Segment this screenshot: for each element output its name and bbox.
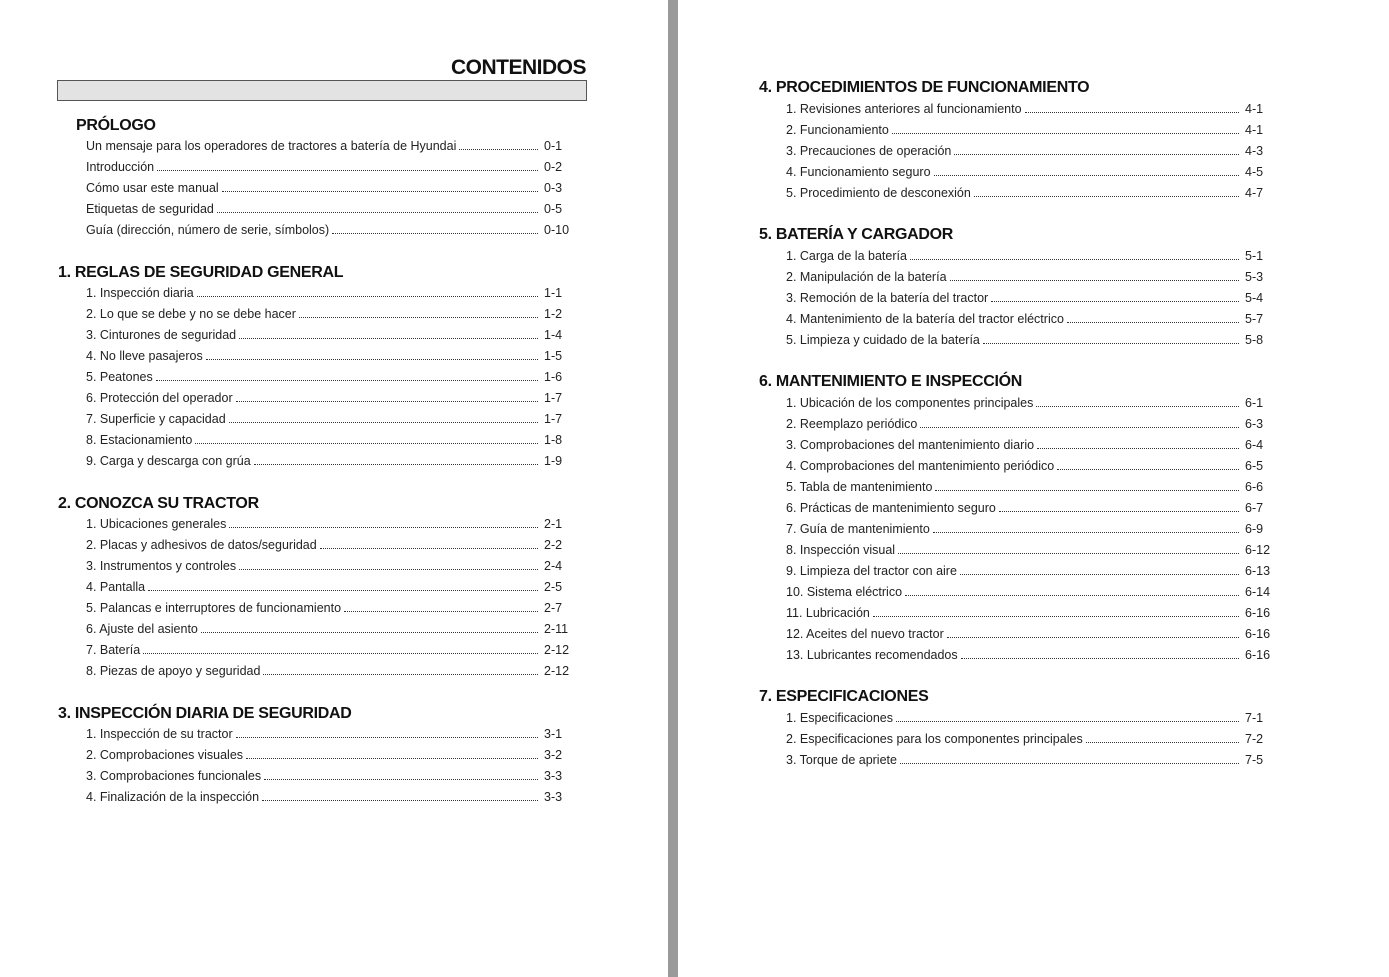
dot-leader <box>264 779 538 780</box>
toc-entry-page-number: 6-16 <box>1245 627 1271 641</box>
dot-leader <box>148 590 538 591</box>
dot-leader <box>197 296 538 297</box>
toc-entry-label: 10. Sistema eléctrico <box>786 585 903 599</box>
toc-entry-page-number: 6-4 <box>1245 438 1264 452</box>
dot-leader <box>1025 112 1239 113</box>
toc-entry[interactable] <box>786 247 1281 265</box>
toc-entry[interactable] <box>86 620 580 638</box>
dot-leader <box>263 674 538 675</box>
toc-entry-page-number: 1-2 <box>544 307 563 321</box>
section-heading: 4. PROCEDIMIENTOS DE FUNCIONAMIENTO <box>759 79 1090 96</box>
toc-entry-page-number: 1-7 <box>544 412 563 426</box>
toc-entry-label: 12. Aceites del nuevo tractor <box>786 627 944 641</box>
toc-entry-label: 8. Piezas de apoyo y seguridad <box>86 664 261 678</box>
toc-entry-label: 8. Inspección visual <box>786 543 896 557</box>
toc-entry-page-number: 5-3 <box>1245 270 1264 284</box>
toc-entry-page-number: 1-8 <box>544 433 563 447</box>
toc-entry[interactable] <box>786 121 1281 139</box>
toc-entry[interactable] <box>786 709 1281 727</box>
toc-entry-page-number: 0-10 <box>544 223 570 237</box>
dot-leader <box>236 401 538 402</box>
dot-leader <box>236 737 538 738</box>
dot-leader <box>229 422 538 423</box>
toc-entry-page-number: 4-1 <box>1245 102 1264 116</box>
toc-entry[interactable] <box>786 457 1281 475</box>
toc-entry-page-number: 7-1 <box>1245 711 1264 725</box>
toc-entry[interactable] <box>86 599 580 617</box>
toc-entry-label: 2. Manipulación de la batería <box>786 270 947 284</box>
dot-leader <box>999 511 1239 512</box>
toc-entry-label: 7. Superficie y capacidad <box>86 412 226 426</box>
toc-entry[interactable] <box>786 646 1281 664</box>
toc-entry-label: 1. Inspección de su tractor <box>86 727 233 741</box>
toc-entry-page-number: 6-13 <box>1245 564 1271 578</box>
toc-entry[interactable] <box>86 137 580 155</box>
toc-entry-page-number: 5-1 <box>1245 249 1264 263</box>
right-page <box>678 0 1389 977</box>
toc-entry[interactable] <box>86 767 580 785</box>
toc-entry[interactable] <box>786 142 1281 160</box>
dot-leader <box>239 569 538 570</box>
toc-entry-label: 2. Especificaciones para los componentes principales <box>786 732 1083 746</box>
toc-entry-label: 2. Placas y adhesivos de datos/seguridad <box>86 538 317 552</box>
toc-entry[interactable] <box>86 179 580 197</box>
dot-leader <box>239 338 538 339</box>
section-heading: 7. ESPECIFICACIONES <box>759 688 929 705</box>
dot-leader <box>254 464 538 465</box>
toc-entry-page-number: 0-2 <box>544 160 563 174</box>
toc-entry-page-number: 1-9 <box>544 454 563 468</box>
toc-entry-page-number: 6-14 <box>1245 585 1271 599</box>
toc-entry-label: 5. Palancas e interruptores de funcionamiento <box>86 601 342 615</box>
toc-entry[interactable] <box>86 389 580 407</box>
toc-entry[interactable] <box>86 452 580 470</box>
section-heading: 2. CONOZCA SU TRACTOR <box>58 495 259 512</box>
toc-entry-page-number: 6-7 <box>1245 501 1264 515</box>
left-page <box>0 0 668 977</box>
dot-leader <box>905 595 1239 596</box>
dot-leader <box>229 527 538 528</box>
toc-entry-label: 5. Limpieza y cuidado de la batería <box>786 333 980 347</box>
toc-entry[interactable] <box>786 289 1281 307</box>
dot-leader <box>898 553 1239 554</box>
toc-entry-page-number: 1-7 <box>544 391 563 405</box>
dot-leader <box>934 175 1239 176</box>
dot-leader <box>157 170 538 171</box>
title-bar <box>57 80 587 101</box>
toc-entry[interactable] <box>86 347 580 365</box>
toc-entry[interactable] <box>786 184 1281 202</box>
toc-entry-label: 1. Especificaciones <box>786 711 894 725</box>
toc-entry-page-number: 2-4 <box>544 559 563 573</box>
toc-entry-label: 1. Revisiones anteriores al funcionamiento <box>786 102 1022 116</box>
dot-leader <box>947 637 1239 638</box>
dot-leader <box>910 259 1239 260</box>
toc-entry-page-number: 7-5 <box>1245 753 1264 767</box>
dot-leader <box>1067 322 1239 323</box>
dot-leader <box>974 196 1239 197</box>
toc-entry-label: 1. Inspección diaria <box>86 286 194 300</box>
toc-entry-label: 3. Cinturones de seguridad <box>86 328 237 342</box>
section-heading: 1. REGLAS DE SEGURIDAD GENERAL <box>58 264 344 281</box>
toc-entry-label: 4. Mantenimiento de la batería del tractor eléctrico <box>786 312 1064 326</box>
toc-entry-page-number: 7-2 <box>1245 732 1264 746</box>
toc-entry-page-number: 3-2 <box>544 748 563 762</box>
toc-entry[interactable] <box>786 499 1281 517</box>
toc-entry-page-number: 4-1 <box>1245 123 1264 137</box>
toc-entry-label: Un mensaje para los operadores de tractores a batería de Hyundai <box>86 139 457 153</box>
toc-entry[interactable] <box>786 625 1281 643</box>
toc-entry-label: 3. Torque de apriete <box>786 753 897 767</box>
toc-entry-page-number: 6-12 <box>1245 543 1271 557</box>
toc-entry-label: 3. Comprobaciones funcionales <box>86 769 262 783</box>
toc-entry-page-number: 5-4 <box>1245 291 1264 305</box>
section-heading: PRÓLOGO <box>76 117 156 134</box>
toc-entry[interactable] <box>86 200 580 218</box>
dot-leader <box>332 233 538 234</box>
toc-entry-page-number: 6-1 <box>1245 396 1264 410</box>
toc-entry-label: 2. Reemplazo periódico <box>786 417 918 431</box>
toc-entry[interactable] <box>786 562 1281 580</box>
toc-entry-label: 9. Carga y descarga con grúa <box>86 454 251 468</box>
dot-leader <box>246 758 538 759</box>
toc-entry-page-number: 1-1 <box>544 286 563 300</box>
dot-leader <box>344 611 538 612</box>
toc-entry-label: 6. Prácticas de mantenimiento seguro <box>786 501 996 515</box>
dot-leader <box>933 532 1239 533</box>
toc-entry[interactable] <box>86 578 580 596</box>
toc-entry[interactable] <box>86 368 580 386</box>
toc-entry-label: 9. Limpieza del tractor con aire <box>786 564 957 578</box>
dot-leader <box>900 763 1239 764</box>
toc-entry-page-number: 3-3 <box>544 790 563 804</box>
toc-entry-page-number: 5-8 <box>1245 333 1264 347</box>
toc-entry[interactable] <box>86 431 580 449</box>
toc-entry-label: 5. Peatones <box>86 370 153 384</box>
toc-entry[interactable] <box>786 541 1281 559</box>
toc-entry-label: 4. No lleve pasajeros <box>86 349 203 363</box>
toc-entry-page-number: 0-1 <box>544 139 563 153</box>
toc-entry-label: 8. Estacionamiento <box>86 433 193 447</box>
toc-entry[interactable] <box>86 557 580 575</box>
toc-entry[interactable] <box>86 662 580 680</box>
toc-entry[interactable] <box>786 310 1281 328</box>
toc-entry-label: 6. Ajuste del asiento <box>86 622 198 636</box>
toc-entry[interactable] <box>86 788 580 806</box>
toc-entry[interactable] <box>786 268 1281 286</box>
toc-entry-page-number: 1-4 <box>544 328 563 342</box>
toc-entry[interactable] <box>786 730 1281 748</box>
toc-entry-page-number: 6-9 <box>1245 522 1264 536</box>
page-divider <box>668 0 678 977</box>
toc-entry[interactable] <box>86 158 580 176</box>
dot-leader <box>961 658 1239 659</box>
toc-entry-page-number: 6-16 <box>1245 606 1271 620</box>
toc-entry[interactable] <box>786 751 1281 769</box>
toc-entry-page-number: 2-2 <box>544 538 563 552</box>
toc-entry-page-number: 2-12 <box>544 643 570 657</box>
toc-entry-label: 2. Lo que se debe y no se debe hacer <box>86 307 296 321</box>
toc-entry-page-number: 2-1 <box>544 517 563 531</box>
toc-entry-label: 1. Ubicación de los componentes principales <box>786 396 1034 410</box>
toc-entry[interactable] <box>86 515 580 533</box>
toc-entry[interactable] <box>86 410 580 428</box>
toc-entry-label: 4. Comprobaciones del mantenimiento periódico <box>786 459 1055 473</box>
toc-entry[interactable] <box>86 536 580 554</box>
toc-entry-page-number: 6-5 <box>1245 459 1264 473</box>
dot-leader <box>920 427 1239 428</box>
toc-entry[interactable] <box>786 604 1281 622</box>
toc-entry[interactable] <box>786 394 1281 412</box>
toc-entry[interactable] <box>86 725 580 743</box>
dot-leader <box>143 653 538 654</box>
toc-entry-label: 6. Protección del operador <box>86 391 233 405</box>
toc-entry[interactable] <box>786 331 1281 349</box>
toc-entry-label: 3. Comprobaciones del mantenimiento diario <box>786 438 1035 452</box>
dot-leader <box>896 721 1239 722</box>
section-heading: 5. BATERÍA Y CARGADOR <box>759 226 954 243</box>
toc-entry-label: 5. Tabla de mantenimiento <box>786 480 933 494</box>
page-title: CONTENIDOS <box>450 56 586 79</box>
dot-leader <box>459 149 538 150</box>
toc-entry-page-number: 4-5 <box>1245 165 1264 179</box>
dot-leader <box>201 632 538 633</box>
toc-entry-page-number: 6-16 <box>1245 648 1271 662</box>
toc-entry-label: 4. Funcionamiento seguro <box>786 165 931 179</box>
toc-entry-label: 11. Lubricación <box>786 606 870 620</box>
toc-entry-label: 3. Instrumentos y controles <box>86 559 237 573</box>
toc-entry-page-number: 2-7 <box>544 601 563 615</box>
toc-entry-page-number: 6-6 <box>1245 480 1264 494</box>
toc-entry-page-number: 1-6 <box>544 370 563 384</box>
dot-leader <box>1036 406 1239 407</box>
dot-leader <box>320 548 538 549</box>
toc-entry-label: Etiquetas de seguridad <box>86 202 214 216</box>
toc-entry-page-number: 3-3 <box>544 769 563 783</box>
dot-leader <box>950 280 1239 281</box>
toc-entry-label: 7. Guía de mantenimiento <box>786 522 930 536</box>
dot-leader <box>991 301 1239 302</box>
toc-entry-page-number: 0-5 <box>544 202 563 216</box>
toc-entry-label: 2. Comprobaciones visuales <box>86 748 244 762</box>
toc-entry-label: Guía (dirección, número de serie, símbolos) <box>86 223 330 237</box>
dot-leader <box>156 380 538 381</box>
dot-leader <box>873 616 1239 617</box>
dot-leader <box>206 359 538 360</box>
toc-entry-label: 7. Batería <box>86 643 141 657</box>
toc-entry-label: 5. Procedimiento de desconexión <box>786 186 971 200</box>
toc-entry[interactable] <box>786 100 1281 118</box>
section-heading: 3. INSPECCIÓN DIARIA DE SEGURIDAD <box>58 705 352 722</box>
toc-entry-page-number: 3-1 <box>544 727 563 741</box>
toc-entry-page-number: 2-12 <box>544 664 570 678</box>
toc-entry[interactable] <box>86 326 580 344</box>
toc-entry[interactable] <box>786 478 1281 496</box>
section-heading: 6. MANTENIMIENTO E INSPECCIÓN <box>759 373 1023 390</box>
dot-leader <box>1057 469 1239 470</box>
dot-leader <box>983 343 1239 344</box>
toc-entry-label: 2. Funcionamiento <box>786 123 889 137</box>
dot-leader <box>217 212 538 213</box>
toc-entry-label: 3. Precauciones de operación <box>786 144 952 158</box>
dot-leader <box>960 574 1239 575</box>
toc-entry[interactable] <box>786 520 1281 538</box>
toc-entry-page-number: 1-5 <box>544 349 563 363</box>
dot-leader <box>262 800 538 801</box>
toc-entry-page-number: 6-3 <box>1245 417 1264 431</box>
dot-leader <box>299 317 538 318</box>
toc-entry[interactable] <box>86 305 580 323</box>
toc-entry[interactable] <box>786 436 1281 454</box>
dot-leader <box>1037 448 1239 449</box>
toc-entry-label: 1. Carga de la batería <box>786 249 907 263</box>
toc-entry-page-number: 0-3 <box>544 181 563 195</box>
dot-leader <box>1086 742 1239 743</box>
toc-entry[interactable] <box>86 221 580 239</box>
toc-entry[interactable] <box>86 746 580 764</box>
toc-entry[interactable] <box>786 583 1281 601</box>
toc-entry-label: 3. Remoción de la batería del tractor <box>786 291 989 305</box>
toc-entry-page-number: 2-5 <box>544 580 563 594</box>
toc-entry-label: 1. Ubicaciones generales <box>86 517 227 531</box>
toc-entry-page-number: 4-3 <box>1245 144 1264 158</box>
toc-entry-page-number: 4-7 <box>1245 186 1264 200</box>
toc-entry[interactable] <box>86 641 580 659</box>
dot-leader <box>892 133 1239 134</box>
toc-entry-label: 13. Lubricantes recomendados <box>786 648 958 662</box>
toc-entry-label: Cómo usar este manual <box>86 181 219 195</box>
dot-leader <box>954 154 1239 155</box>
toc-entry-label: Introducción <box>86 160 155 174</box>
toc-entry-page-number: 5-7 <box>1245 312 1264 326</box>
dot-leader <box>935 490 1239 491</box>
toc-entry-label: 4. Finalización de la inspección <box>86 790 260 804</box>
toc-entry[interactable] <box>786 415 1281 433</box>
toc-entry[interactable] <box>786 163 1281 181</box>
toc-entry-page-number: 2-11 <box>544 622 569 636</box>
dot-leader <box>222 191 538 192</box>
toc-entry[interactable] <box>86 284 580 302</box>
dot-leader <box>195 443 538 444</box>
toc-entry-label: 4. Pantalla <box>86 580 146 594</box>
